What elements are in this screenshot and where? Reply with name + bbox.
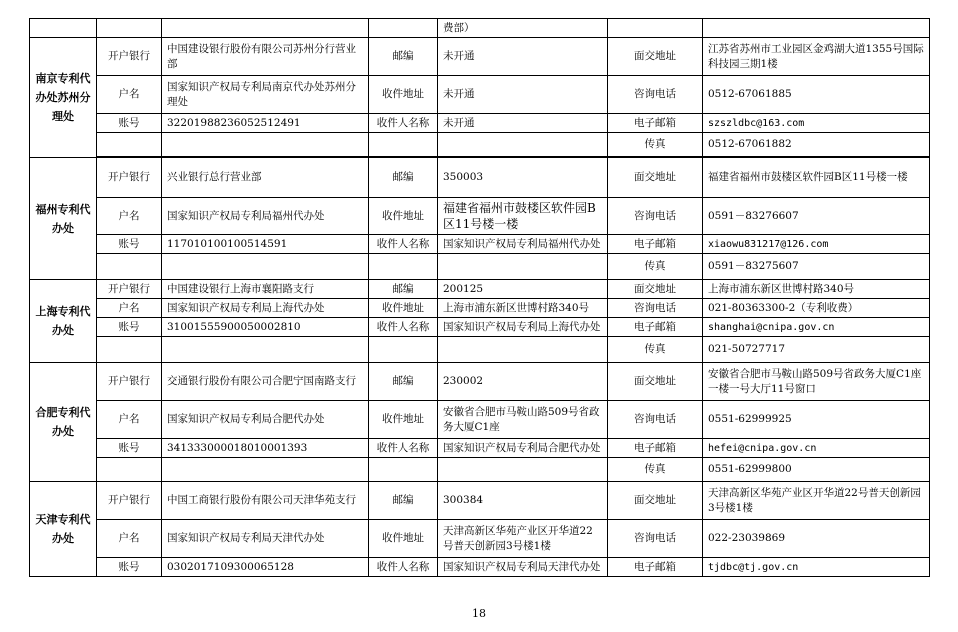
label-bank: 开户银行 bbox=[97, 38, 162, 76]
postcode-value: 未开通 bbox=[438, 38, 608, 76]
label-account-name: 户名 bbox=[97, 76, 162, 114]
account-no-value: 31001555900050002810 bbox=[162, 318, 369, 337]
account-name-value: 国家知识产权局专利局合肥代办处 bbox=[162, 401, 369, 439]
account-no-value: 117010100100514591 bbox=[162, 235, 369, 254]
label-recipient: 收件人名称 bbox=[369, 558, 438, 577]
label-bank: 开户银行 bbox=[97, 482, 162, 520]
label-account-no: 账号 bbox=[97, 558, 162, 577]
email-value: szszldbc@163.com bbox=[703, 114, 930, 133]
bank-value: 中国建设银行股份有限公司苏州分行营业部 bbox=[162, 38, 369, 76]
table-row bbox=[30, 76, 930, 114]
table-cell bbox=[97, 458, 162, 482]
table-cell bbox=[97, 19, 162, 38]
label-email: 电子邮箱 bbox=[608, 439, 703, 458]
table-row bbox=[30, 482, 930, 520]
table-row bbox=[30, 19, 930, 38]
label-email: 电子邮箱 bbox=[608, 558, 703, 577]
label-postcode: 邮编 bbox=[369, 158, 438, 198]
label-recipient: 收件人名称 bbox=[369, 114, 438, 133]
office-name: 上海专利代办处 bbox=[30, 280, 97, 363]
table-cell bbox=[162, 458, 369, 482]
label-fax: 传真 bbox=[608, 337, 703, 363]
table-row bbox=[30, 401, 930, 439]
hand-in-address-value: 天津高新区华苑产业区开华道22号普天创新园3号楼1楼 bbox=[703, 482, 930, 520]
phone-value: 022-23039869 bbox=[703, 520, 930, 558]
email-value: tjdbc@tj.gov.cn bbox=[703, 558, 930, 577]
account-name-value: 国家知识产权局专利局上海代办处 bbox=[162, 299, 369, 318]
table-row bbox=[30, 458, 930, 482]
office-name: 南京专利代办处苏州分理处 bbox=[30, 38, 97, 158]
fax-value: 0551-62999800 bbox=[703, 458, 930, 482]
mail-address-value: 福建省福州市鼓楼区软件园B区11号楼一楼 bbox=[438, 198, 608, 235]
table-row bbox=[30, 38, 930, 76]
label-mail-address: 收件地址 bbox=[369, 198, 438, 235]
table-row bbox=[30, 114, 930, 133]
fax-value: 0591－83275607 bbox=[703, 254, 930, 280]
table-row bbox=[30, 280, 930, 299]
table-row bbox=[30, 158, 930, 198]
label-hand-in-address: 面交地址 bbox=[608, 482, 703, 520]
mail-address-value: 天津高新区华苑产业区开华道22号普天创新园3号楼1楼 bbox=[438, 520, 608, 558]
table-row bbox=[30, 439, 930, 458]
label-recipient: 收件人名称 bbox=[369, 318, 438, 337]
bank-value: 中国建设银行上海市襄阳路支行 bbox=[162, 280, 369, 299]
recipient-value: 国家知识产权局专利局福州代办处 bbox=[438, 235, 608, 254]
account-name-value: 国家知识产权局专利局南京代办处苏州分理处 bbox=[162, 76, 369, 114]
label-phone: 咨询电话 bbox=[608, 198, 703, 235]
label-postcode: 邮编 bbox=[369, 280, 438, 299]
table-cell bbox=[162, 133, 369, 157]
label-phone: 咨询电话 bbox=[608, 520, 703, 558]
label-account-name: 户名 bbox=[97, 299, 162, 318]
patent-agency-table bbox=[29, 18, 930, 577]
bank-value: 交通银行股份有限公司合肥宁国南路支行 bbox=[162, 363, 369, 401]
table-cell bbox=[438, 337, 608, 363]
bank-value: 兴业银行总行营业部 bbox=[162, 158, 369, 198]
label-fax: 传真 bbox=[608, 254, 703, 280]
phone-value: 0551-62999925 bbox=[703, 401, 930, 439]
label-postcode: 邮编 bbox=[369, 482, 438, 520]
hand-in-address-value: 江苏省苏州市工业园区金鸡湖大道1355号国际科技园三期1楼 bbox=[703, 38, 930, 76]
table-cell bbox=[438, 458, 608, 482]
table-cell bbox=[162, 19, 369, 38]
page-number: 18 bbox=[472, 607, 486, 620]
label-hand-in-address: 面交地址 bbox=[608, 38, 703, 76]
label-mail-address: 收件地址 bbox=[369, 299, 438, 318]
label-phone: 咨询电话 bbox=[608, 401, 703, 439]
mail-address-value: 未开通 bbox=[438, 76, 608, 114]
recipient-value: 国家知识产权局专利局合肥代办处 bbox=[438, 439, 608, 458]
table-row bbox=[30, 299, 930, 318]
label-hand-in-address: 面交地址 bbox=[608, 280, 703, 299]
hand-in-address-value: 安徽省合肥市马鞍山路509号省政务大厦C1座一楼一号大厅11号窗口 bbox=[703, 363, 930, 401]
label-bank: 开户银行 bbox=[97, 158, 162, 198]
label-account-no: 账号 bbox=[97, 439, 162, 458]
label-account-name: 户名 bbox=[97, 198, 162, 235]
phone-value: 0512-67061885 bbox=[703, 76, 930, 114]
table-cell bbox=[369, 458, 438, 482]
label-fax: 传真 bbox=[608, 458, 703, 482]
label-hand-in-address: 面交地址 bbox=[608, 363, 703, 401]
table-cell bbox=[30, 19, 97, 38]
account-name-value: 国家知识产权局专利局福州代办处 bbox=[162, 198, 369, 235]
label-mail-address: 收件地址 bbox=[369, 401, 438, 439]
account-no-value: 32201988236052512491 bbox=[162, 114, 369, 133]
label-bank: 开户银行 bbox=[97, 280, 162, 299]
table-cell bbox=[97, 337, 162, 363]
table-cell bbox=[438, 254, 608, 280]
office-name: 福州专利代办处 bbox=[30, 158, 97, 280]
label-phone: 咨询电话 bbox=[608, 76, 703, 114]
hand-in-address-value: 上海市浦东新区世博村路340号 bbox=[703, 280, 930, 299]
label-mail-address: 收件地址 bbox=[369, 76, 438, 114]
label-email: 电子邮箱 bbox=[608, 235, 703, 254]
account-name-value: 国家知识产权局专利局天津代办处 bbox=[162, 520, 369, 558]
label-hand-in-address: 面交地址 bbox=[608, 158, 703, 198]
table-row bbox=[30, 133, 930, 157]
postcode-value: 350003 bbox=[438, 158, 608, 198]
account-no-value: 341333000018010001393 bbox=[162, 439, 369, 458]
table-row bbox=[30, 520, 930, 558]
mail-address-value: 安徽省合肥市马鞍山路509号省政务大厦C1座 bbox=[438, 401, 608, 439]
label-postcode: 邮编 bbox=[369, 38, 438, 76]
postcode-value: 300384 bbox=[438, 482, 608, 520]
fax-value: 021-50727717 bbox=[703, 337, 930, 363]
hand-in-address-value: 福建省福州市鼓楼区软件园B区11号楼一楼 bbox=[703, 158, 930, 198]
table-cell bbox=[162, 254, 369, 280]
email-value: shanghai@cnipa.gov.cn bbox=[703, 318, 930, 337]
label-fax: 传真 bbox=[608, 133, 703, 157]
mail-address-value: 上海市浦东新区世博村路340号 bbox=[438, 299, 608, 318]
table-cell bbox=[97, 133, 162, 157]
table-row bbox=[30, 318, 930, 337]
table-row bbox=[30, 235, 930, 254]
table-cell: 费部） bbox=[438, 19, 608, 38]
label-phone: 咨询电话 bbox=[608, 299, 703, 318]
label-account-no: 账号 bbox=[97, 114, 162, 133]
table-row bbox=[30, 337, 930, 363]
phone-value: 021-80363300-2（专利收费） bbox=[703, 299, 930, 318]
postcode-value: 200125 bbox=[438, 280, 608, 299]
postcode-value: 230002 bbox=[438, 363, 608, 401]
account-no-value: 0302017109300065128 bbox=[162, 558, 369, 577]
table-cell bbox=[369, 254, 438, 280]
bank-value: 中国工商银行股份有限公司天津华苑支行 bbox=[162, 482, 369, 520]
table-cell bbox=[369, 19, 438, 38]
email-value: xiaowu831217@126.com bbox=[703, 235, 930, 254]
recipient-value: 国家知识产权局专利局上海代办处 bbox=[438, 318, 608, 337]
table-cell bbox=[608, 19, 703, 38]
table-cell bbox=[703, 19, 930, 38]
table-row bbox=[30, 558, 930, 577]
office-name: 合肥专利代办处 bbox=[30, 363, 97, 482]
table-row bbox=[30, 198, 930, 235]
label-email: 电子邮箱 bbox=[608, 318, 703, 337]
table-cell bbox=[97, 254, 162, 280]
label-recipient: 收件人名称 bbox=[369, 439, 438, 458]
table-row bbox=[30, 254, 930, 280]
label-account-name: 户名 bbox=[97, 401, 162, 439]
recipient-value: 未开通 bbox=[438, 114, 608, 133]
table-cell bbox=[162, 337, 369, 363]
label-email: 电子邮箱 bbox=[608, 114, 703, 133]
phone-value: 0591－83276607 bbox=[703, 198, 930, 235]
email-value: hefei@cnipa.gov.cn bbox=[703, 439, 930, 458]
label-bank: 开户银行 bbox=[97, 363, 162, 401]
label-mail-address: 收件地址 bbox=[369, 520, 438, 558]
label-recipient: 收件人名称 bbox=[369, 235, 438, 254]
label-account-no: 账号 bbox=[97, 235, 162, 254]
label-account-no: 账号 bbox=[97, 318, 162, 337]
recipient-value: 国家知识产权局专利局天津代办处 bbox=[438, 558, 608, 577]
fax-value: 0512-67061882 bbox=[703, 133, 930, 157]
table-row bbox=[30, 363, 930, 401]
office-name: 天津专利代办处 bbox=[30, 482, 97, 577]
table-cell bbox=[438, 133, 608, 157]
label-account-name: 户名 bbox=[97, 520, 162, 558]
label-postcode: 邮编 bbox=[369, 363, 438, 401]
table-cell bbox=[369, 337, 438, 363]
table-cell bbox=[369, 133, 438, 157]
